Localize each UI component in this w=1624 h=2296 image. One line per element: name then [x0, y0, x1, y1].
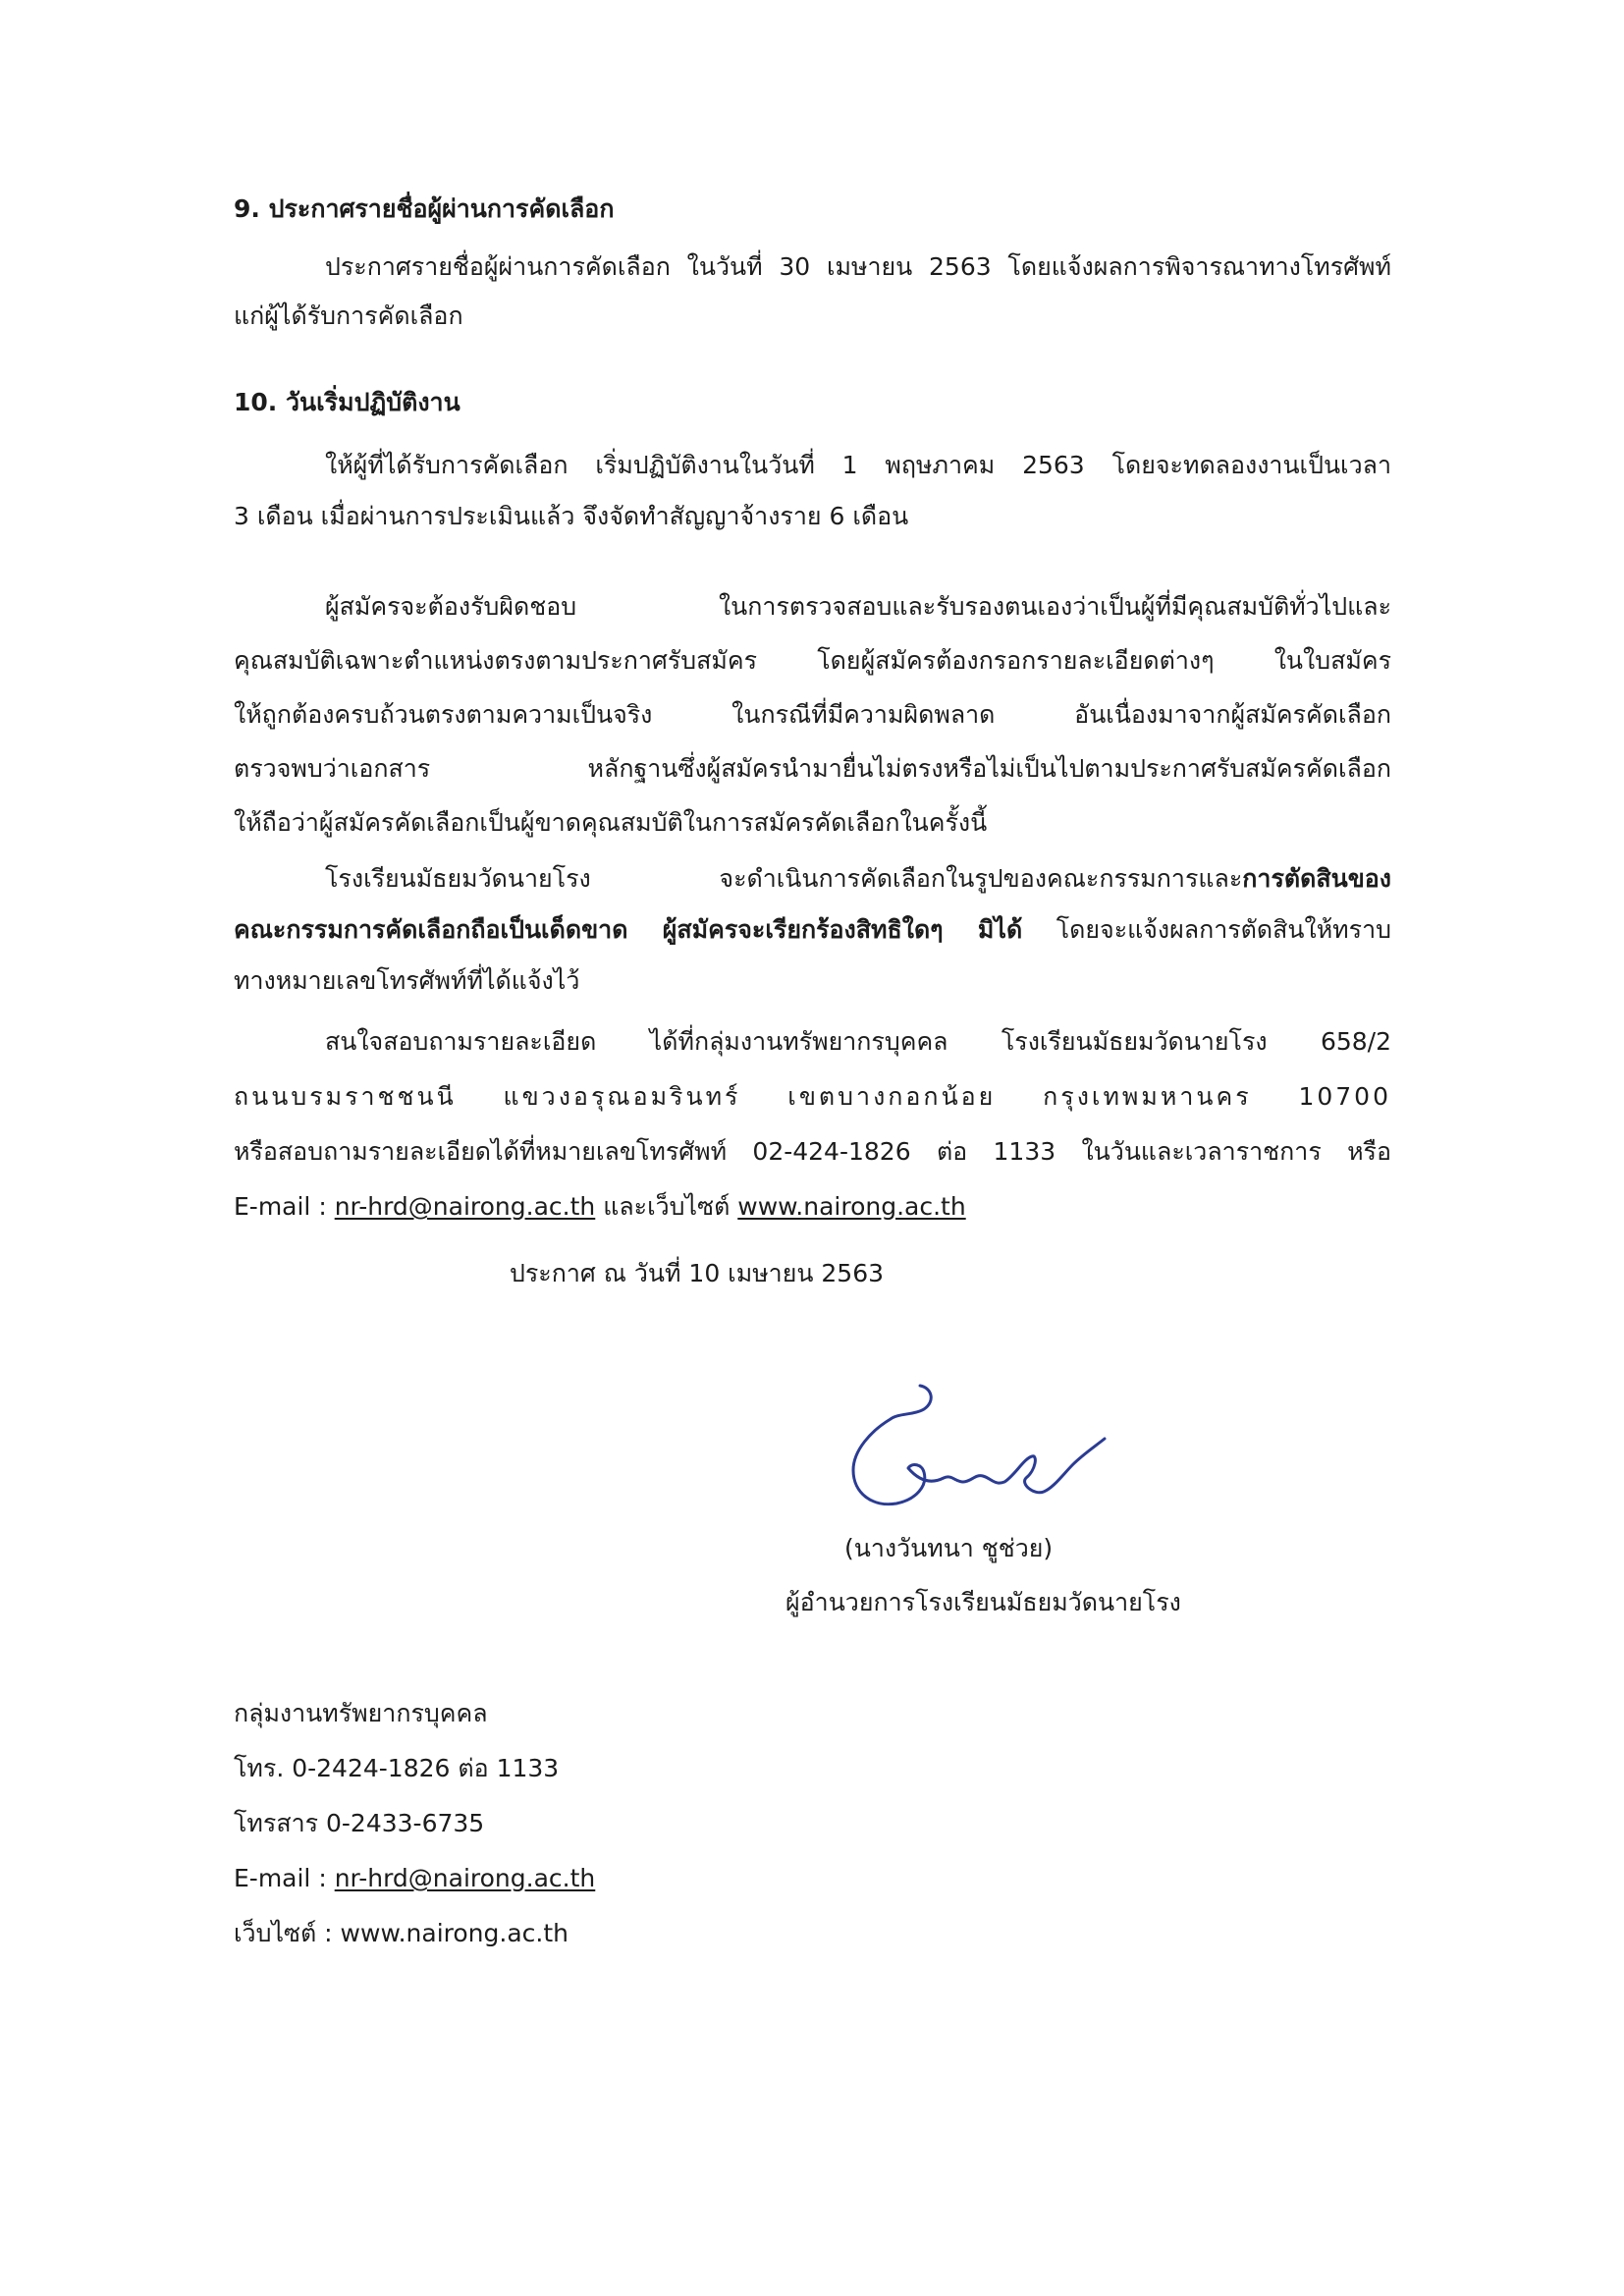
- section-10-heading: 10. วันเริ่มปฏิบัติงาน: [234, 388, 460, 416]
- paragraph-line: ผู้สมัครจะต้องรับผิดชอบ ในการตรวจสอบและรับรองตนเองว่าเป็นผู้ที่มีคุณสมบัติทั่วไปและ: [325, 592, 1391, 621]
- footer-email-link[interactable]: nr-hrd@nairong.ac.th: [334, 1864, 596, 1892]
- paragraph-line: ประกาศรายชื่อผู้ผ่านการคัดเลือก ในวันที่ 30 เมษายน 2563 โดยแจ้งผลการพิจารณาทางโทรศัพท์: [325, 252, 1391, 281]
- footer-contact: [234, 1686, 1391, 1961]
- website-link[interactable]: www.nairong.ac.th: [737, 1192, 966, 1221]
- paragraph-line: ให้ผู้ที่ได้รับการคัดเลือก เริ่มปฏิบัติงานในวันที่ 1 พฤษภาคม 2563 โดยจะทดลองงานเป็นเวลา: [325, 451, 1391, 479]
- paragraph-line: ทางหมายเลขโทรศัพท์ที่ได้แจ้งไว้: [234, 966, 580, 995]
- paragraph-line: ให้ถือว่าผู้สมัครคัดเลือกเป็นผู้ขาดคุณสมบัติในการสมัครคัดเลือกในครั้งนี้: [234, 808, 988, 837]
- paragraph-line: [234, 904, 1391, 956]
- footer-website: เว็บไซต์ : www.nairong.ac.th: [234, 1919, 568, 1947]
- paragraph-line: 3 เดือน เมื่อผ่านการประเมินแล้ว จึงจัดทำสัญญาจ้างราย 6 เดือน: [234, 502, 909, 530]
- footer-email-label: E-mail :: [234, 1864, 335, 1892]
- text-segment: โรงเรียนมัธยมวัดนายโรง จะดำเนินการคัดเลือกในรูปของคณะกรรมการและ: [325, 864, 1243, 893]
- paragraph-line: [234, 853, 1391, 904]
- applicant-responsibility-paragraph: [234, 579, 1391, 849]
- paragraph-line: แก่ผู้ได้รับการคัดเลือก: [234, 301, 463, 330]
- document-body: [234, 183, 1391, 1961]
- footer-department: กลุ่มงานทรัพยากรบุคคล: [234, 1699, 488, 1727]
- signature-drawing: [841, 1380, 1107, 1517]
- paragraph-line: ให้ถูกต้องครบถ้วนตรงตามความเป็นจริง ในกรณีที่มีความผิดพลาด อันเนื่องมาจากผู้สมัครคัดเลือก: [234, 700, 1391, 729]
- footer-email: [234, 1851, 1391, 1906]
- email-label: E-mail :: [234, 1192, 335, 1221]
- bold-text-segment: การตัดสินของ: [1242, 864, 1391, 893]
- announcement-date: ประกาศ ณ วันที่ 10 เมษายน 2563: [510, 1259, 885, 1287]
- section-9-heading: 9. ประกาศรายชื่อผู้ผ่านการคัดเลือก: [234, 194, 615, 223]
- signature: [841, 1380, 1107, 1517]
- bold-text-segment: คณะกรรมการคัดเลือกถือเป็นเด็ดขาด ผู้สมัครจะเรียกร้องสิทธิใดๆ มิได้: [234, 915, 1023, 944]
- email-link[interactable]: nr-hrd@nairong.ac.th: [334, 1192, 596, 1221]
- contact-info-paragraph: [234, 1014, 1391, 1234]
- signer-title: ผู้อำนวยการโรงเรียนมัธยมวัดนายโรง: [785, 1588, 1181, 1616]
- email-website-line: [234, 1179, 1391, 1234]
- paragraph-line: ตรวจพบว่าเอกสาร หลักฐานซึ่งผู้สมัครนำมายื่นไม่ตรงหรือไม่เป็นไปตามประกาศรับสมัครคัดเลือก: [234, 754, 1391, 783]
- selection-announcement-paragraph: [234, 243, 1391, 341]
- committee-decision-paragraph: [234, 853, 1391, 1007]
- footer-phone: โทร. 0-2424-1826 ต่อ 1133: [234, 1754, 560, 1782]
- website-label: และเว็บไซต์: [595, 1192, 738, 1221]
- address-line: ถนนบรมราชชนนี แขวงอรุณอมรินทร์ เขตบางกอกน้อย กรุงเทพมหานคร 10700: [234, 1082, 1391, 1111]
- text-segment: โดยจะแจ้งผลการตัดสินให้ทราบ: [1022, 915, 1391, 944]
- paragraph-line: คุณสมบัติเฉพาะตำแหน่งตรงตามประกาศรับสมัคร โดยผู้สมัครต้องกรอกรายละเอียดต่างๆ ในใบสมัคร: [234, 646, 1391, 675]
- footer-fax: โทรสาร 0-2433-6735: [234, 1809, 485, 1837]
- paragraph-line: สนใจสอบถามรายละเอียด ได้ที่กลุ่มงานทรัพยากรบุคคล โรงเรียนมัธยมวัดนายโรง 658/2: [325, 1027, 1391, 1056]
- start-work-paragraph: [234, 440, 1391, 542]
- signer-name: (นางวันทนา ชูช่วย): [844, 1534, 1054, 1562]
- paragraph-line: หรือสอบถามรายละเอียดได้ที่หมายเลขโทรศัพท์ 02-424-1826 ต่อ 1133 ในวันและเวลาราชการ หรือ: [234, 1137, 1391, 1166]
